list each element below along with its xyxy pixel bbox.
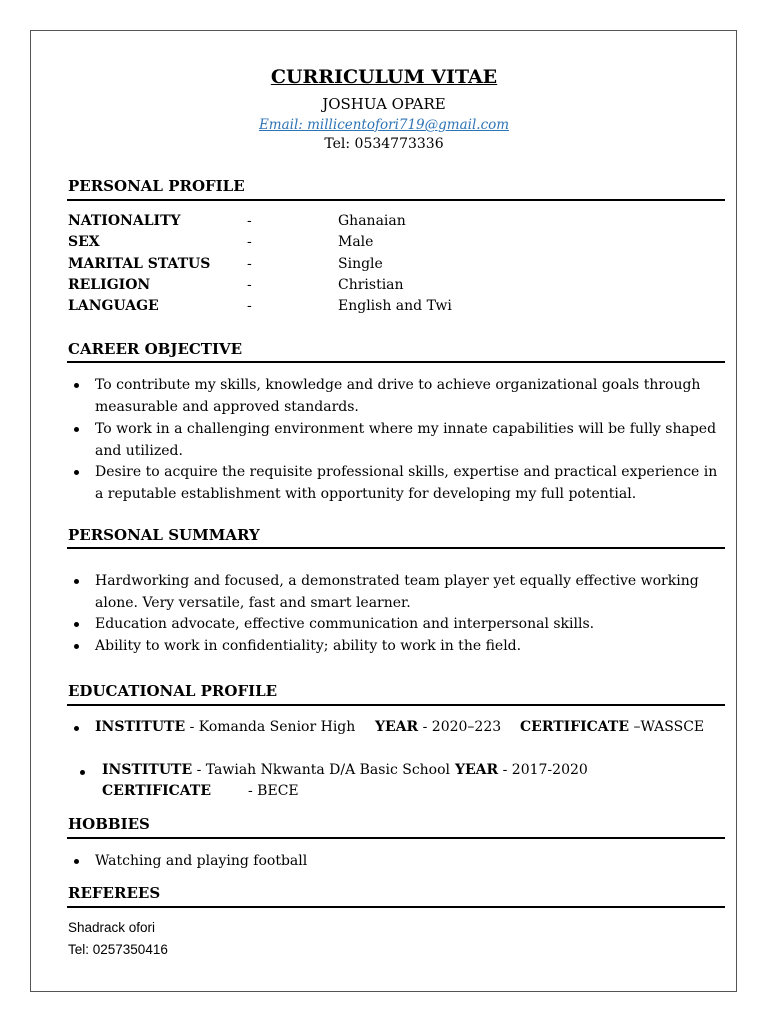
bullet-icon [74, 383, 79, 388]
section-divider [67, 361, 725, 363]
section-divider [67, 906, 725, 908]
section-divider [67, 547, 725, 549]
profile-label: RELIGION [68, 277, 151, 293]
applicant-phone: Tel: 0534773336 [324, 136, 444, 152]
section-divider [67, 837, 725, 839]
certificate-value: - BECE [248, 783, 299, 799]
list-item: Hardworking and focused, a demonstrated team player yet equally effective working alone. Very versatile, fast and smart learner. [95, 573, 699, 611]
profile-separator: - [247, 256, 252, 272]
bullet-icon [74, 622, 79, 627]
section-heading-educational-profile: EDUCATIONAL PROFILE [68, 682, 278, 700]
education-year [375, 719, 501, 735]
section-divider [67, 199, 725, 201]
document-page [30, 30, 737, 992]
list-item: To work in a challenging environment where my innate capabilities will be fully shaped and utilized. [95, 421, 717, 459]
year-label: YEAR [375, 719, 419, 735]
referee-phone: Tel: 0257350416 [68, 942, 168, 957]
section-heading-personal-summary: PERSONAL SUMMARY [68, 526, 260, 544]
year-label: YEAR [455, 762, 499, 778]
education-certificate [520, 719, 704, 735]
list-item: Watching and playing football [95, 853, 308, 869]
section-divider [67, 704, 725, 706]
year-value: - 2020–223 [418, 719, 502, 735]
institute-name: - Komanda Senior High [185, 719, 356, 735]
section-heading-referees: REFEREES [68, 884, 161, 902]
list-item: Ability to work in confidentiality; ability to work in the field. [95, 638, 522, 654]
institute-label: INSTITUTE [95, 719, 186, 735]
bullet-icon [74, 427, 79, 432]
profile-separator: - [247, 277, 252, 293]
email-link[interactable]: Email: millicentofori719@gmail.com [258, 117, 510, 133]
profile-value: English and Twi [338, 298, 452, 314]
profile-value: Male [338, 234, 374, 250]
profile-label: MARITAL STATUS [68, 256, 211, 272]
list-item: Desire to acquire the requisite professional skills, expertise and practical experience in a reputable establishment with opportunity for developing my full potential. [95, 464, 718, 502]
certificate-label: CERTIFICATE [520, 719, 629, 735]
certificate-label: CERTIFICATE [102, 783, 211, 799]
list-item: To contribute my skills, knowledge and drive to achieve organizational goals through measurable and approved standards. [95, 377, 701, 415]
certificate-value: –WASSCE [629, 719, 705, 735]
institute-name: - Tawiah Nkwanta D/A Basic School [192, 762, 451, 778]
education-entry [102, 762, 450, 778]
profile-label: NATIONALITY [68, 213, 181, 229]
institute-label: INSTITUTE [102, 762, 193, 778]
year-value: - 2017-2020 [498, 762, 588, 778]
applicant-name: JOSHUA OPARE [322, 95, 446, 113]
section-heading-career-objective: CAREER OBJECTIVE [68, 340, 243, 358]
profile-value: Ghanaian [338, 213, 406, 229]
profile-value: Christian [338, 277, 404, 293]
referee-name: Shadrack ofori [68, 920, 156, 935]
profile-separator: - [247, 213, 252, 229]
bullet-icon [74, 726, 79, 731]
profile-separator: - [247, 298, 252, 314]
list-item: Education advocate, effective communication and interpersonal skills. [95, 616, 595, 632]
bullet-icon [74, 859, 79, 864]
profile-value: Single [338, 256, 383, 272]
document-title: CURRICULUM VITAE [270, 66, 498, 88]
bullet-icon [74, 470, 79, 475]
profile-label: SEX [68, 234, 100, 250]
bullet-icon [80, 770, 85, 775]
section-heading-hobbies: HOBBIES [68, 815, 150, 833]
profile-separator: - [247, 234, 252, 250]
education-year [455, 762, 588, 778]
profile-label: LANGUAGE [68, 298, 159, 314]
bullet-icon [74, 579, 79, 584]
education-entry [95, 719, 355, 735]
bullet-icon [74, 644, 79, 649]
section-heading-personal-profile: PERSONAL PROFILE [68, 177, 245, 195]
